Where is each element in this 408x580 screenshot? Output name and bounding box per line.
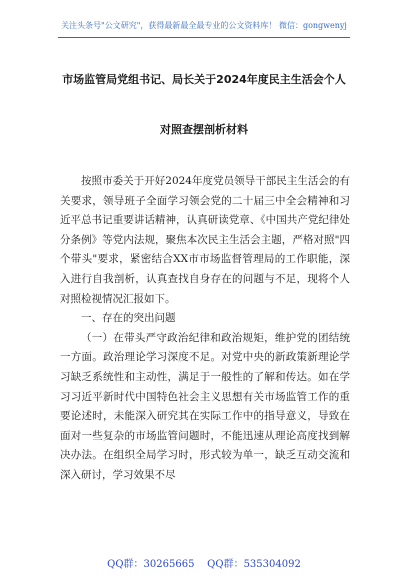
- document-title-line-1: 市场监管局党组书记、局长关于2024年度民主生活会个人: [62, 73, 346, 86]
- document-title-line-2: 对照查摆剖析材料: [160, 123, 248, 136]
- footer-qq-group-1: QQ群：30265665: [107, 559, 195, 570]
- footer-qq-group-2: QQ群：535304092: [207, 559, 301, 570]
- body-paragraph: （一）在带头严守政治纪律和政治规矩，维护党的团结统一方面。政治理论学习深度不足。对党中央的新政策新理论学习缺乏系统性和主动性，满足于一般性的了解和传达。如在学习习近平新时代中国特色社会主义思想有关市场监管工作的重要论述时，未能深入研究其在实际工作中的指导意义，导致在面对一些复杂的市场监管问题时，不能迅速从理论高度找到解决办法。在组织全局学习时，形式较为单一，缺乏互动交流和深入研讨，学习效果不尽: [60, 331, 350, 481]
- section-heading: 一、存在的突出问题: [81, 312, 176, 325]
- document-body: [60, 172, 350, 486]
- intro-paragraph: 按照市委关于开好2024年度党员领导干部民主生活会的有关要求，领导班子全面学习领会党的二十届三中全会精神和习近平总书记重要讲话精神，认真研读党章、《中国共产党纪律处分条例》等党内法规，聚焦本次民主生活会主题，严格对照"四个带头"要求，紧密结合XX市市场监督管理局的工作职能，深入进行自我剖析，认真查找自身存在的问题与不足，现将个人对照检视情况汇报如下。: [60, 175, 350, 305]
- header-divider: [58, 37, 350, 38]
- footer-contact: [0, 559, 408, 571]
- header-banner: 关注头条号"公文研究"，获得最新最全最专业的公文资料库！ 微信：gongwenyj: [61, 21, 347, 30]
